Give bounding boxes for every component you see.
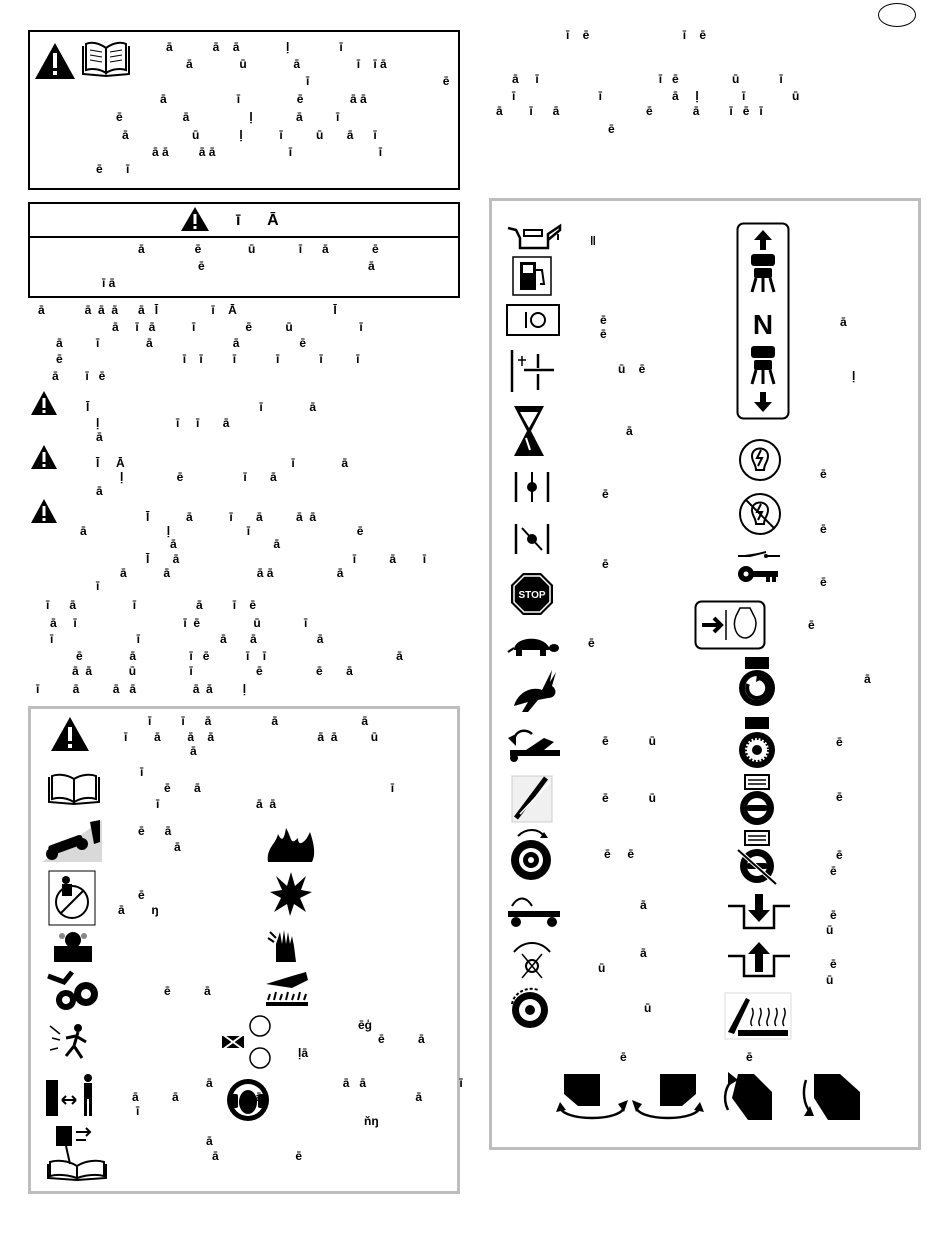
symbol-description-line: ē ā ī (164, 781, 395, 795)
control-description-line: ā (840, 315, 847, 329)
control-description-line: ā (864, 672, 871, 686)
control-description-line: ē (808, 618, 815, 632)
symbol-description-line: ē (138, 888, 145, 902)
raise-icon (726, 940, 792, 980)
intro-text-line: ā ī ā ē ā ī ē ī (496, 104, 763, 118)
engage-icon (734, 774, 780, 828)
off-icon (514, 522, 550, 556)
warning-triangle-icon (30, 498, 58, 524)
control-description-line: ē (836, 848, 843, 862)
foot-cut-icon (262, 968, 312, 1008)
light-off-icon (738, 492, 782, 536)
control-description-line: ū (598, 961, 606, 975)
drive-icon (504, 892, 564, 930)
control-description-line: ē (830, 908, 837, 922)
symbol-description-line: ňŋ (364, 1114, 379, 1128)
hourglass-icon (512, 404, 546, 458)
symbol-description-line: ī ī ā ā ā (148, 714, 369, 728)
symbol-description-line: ā (190, 744, 197, 758)
control-description-line: ē (746, 1050, 753, 1064)
control-description-line: ā (640, 898, 647, 912)
rabbit-icon (508, 668, 560, 716)
warning-triangle-icon (180, 206, 210, 232)
safety-text-line: ā ē ū ī ā ē (138, 242, 379, 256)
symbol-description-line: ē ā (378, 1032, 425, 1046)
neutral-label: N (752, 309, 774, 340)
safety-text-line: ī ā (102, 276, 116, 290)
choke-icon (508, 348, 556, 394)
body-text-line: ā (96, 484, 103, 498)
control-description-line: ū ē (618, 362, 646, 376)
body-text-line: Ī ī ā (86, 400, 317, 414)
symbol-description-line: ā (206, 1134, 213, 1148)
rotate-icon (556, 1070, 628, 1124)
engine-start-icon (694, 600, 766, 650)
warning-triangle-icon (30, 444, 58, 470)
safety-text-line: ē ā (198, 259, 375, 273)
tipping-hazard-icon (42, 818, 102, 862)
forward-neutral-reverse-icon (736, 222, 790, 420)
control-description-line: ē (830, 957, 837, 971)
body-text-line: ā ā ā ā ā Ī ī Ā Ī (38, 303, 337, 317)
body-text-line: ī ā ā ā ā ā ḷ (36, 682, 247, 696)
no-passengers-icon (48, 870, 96, 926)
body-text-line: ī ī ā ā ā (50, 632, 324, 646)
symbol-description-line: ḷā (298, 1046, 309, 1060)
symbol-description-line: ē ā (138, 824, 172, 838)
safety-header-divider (30, 236, 458, 238)
control-description-line: ū (826, 973, 834, 987)
control-description-line: ū (644, 1001, 652, 1015)
body-text-line: ē ā ī ē ī ī ā (76, 649, 403, 663)
warning-triangle-icon (50, 716, 90, 752)
body-text-line: ī (96, 579, 100, 593)
wheel-icon (508, 828, 554, 882)
on-icon (514, 470, 550, 504)
control-description-line: ē (820, 467, 827, 481)
symbol-description-line: ā ā ā ā (132, 1090, 423, 1104)
bystander-hazard-icon (48, 1022, 96, 1066)
body-text-line: ā ā ā ā ā (120, 566, 344, 580)
warning-text-line: ā ī ē ā ā (160, 92, 367, 106)
control-description-line: ē (600, 327, 607, 341)
no-bystander-icon (218, 1014, 276, 1070)
control-description-line: ā (626, 424, 633, 438)
warning-text-line: ē ā ḷ ā ī (116, 110, 340, 124)
control-description-line: ē (602, 557, 609, 571)
warning-triangle-icon (34, 42, 76, 80)
intro-text-line: ī ē ī ē (566, 28, 707, 42)
oil-can-icon (504, 220, 562, 250)
control-description-line: ē (836, 790, 843, 804)
manual-icon (46, 772, 102, 806)
rotate-icon (632, 1070, 704, 1124)
thrown-objects-icon (50, 930, 96, 964)
control-description-line: ē (600, 313, 607, 327)
control-description-line: ē (830, 864, 837, 878)
disengage-icon (734, 830, 780, 886)
hot-surface-icon (724, 992, 792, 1040)
language-oval (878, 3, 916, 27)
body-text-line: ē ī ī ī ī ī ī (56, 352, 360, 366)
ignition-key-icon (736, 550, 784, 584)
fuel-pump-icon (512, 256, 552, 296)
body-text-line: ā ā (170, 537, 281, 551)
symbol-description-line: ī (136, 1104, 140, 1118)
symbol-description-line: ī (140, 765, 144, 779)
pto-switch-icon (506, 304, 560, 336)
control-description-line: ē ē (604, 847, 635, 861)
stop-sign-icon (510, 572, 554, 616)
explosion-icon (270, 872, 312, 916)
symbol-description-line: ī ā ā ā ā ā ū (124, 730, 379, 744)
control-description-line: ǁ (590, 234, 596, 248)
warning-text-line: ā ū ḷ ī ū ā ī (122, 128, 377, 142)
lift-lever-icon (504, 722, 562, 764)
symbol-description-line: ēģ (358, 1018, 373, 1032)
warning-text-line: ī ē (306, 74, 450, 88)
warning-text-line: ē ī (96, 162, 130, 176)
maintenance-manual-icon (46, 1124, 108, 1182)
rotate-icon (718, 1070, 774, 1124)
body-text-line: ī ā ī ā ī ē (46, 598, 257, 612)
gear-entanglement-icon (46, 968, 102, 1014)
symbol-description-line: ē ā (164, 984, 211, 998)
deck-height-icon (510, 774, 554, 824)
keep-distance-icon (46, 1072, 98, 1118)
safety-title: ī Ā (236, 212, 279, 229)
light-on-icon (738, 438, 782, 482)
body-text-line: Ī ā ī ā ā ā (146, 510, 317, 524)
body-text-line: ḷ ī ī ā (96, 416, 230, 430)
control-description-line: ū (826, 923, 834, 937)
rotate-icon (800, 1070, 864, 1124)
body-text-line: ā ī ā ā ē (56, 336, 307, 350)
symbol-description-line: ī ā ā (156, 797, 277, 811)
body-text-line: ā ī ē (52, 369, 106, 383)
control-description-line: ē (836, 735, 843, 749)
warning-text-line: ā ā ā ḷ ī (166, 40, 343, 54)
control-description-line: ē ū (602, 734, 657, 748)
body-text-line: Ī ā ī ā ī (146, 552, 427, 566)
hand-cut-icon (266, 928, 310, 964)
symbol-description-line: ā ŋ (118, 903, 159, 917)
stop-sign-label: STOP (518, 590, 546, 601)
body-text-line: ḷ ē ī ā (120, 470, 277, 484)
control-description-line: ē (620, 1050, 627, 1064)
intro-text-line: ī ī ā ḷ ī ū (512, 89, 800, 103)
engine-icon (734, 656, 780, 708)
symbol-description-line: ā ā ā ī (206, 1076, 463, 1090)
control-description-line: ē ū (602, 791, 657, 805)
cutting-blade-icon (734, 716, 780, 770)
control-description-line: ē (588, 636, 595, 650)
turtle-icon (506, 628, 560, 658)
fire-icon (264, 818, 316, 862)
warning-triangle-icon (30, 390, 58, 416)
body-text-line: ā ī ī ē ū ī (50, 616, 308, 630)
control-description-line: ā (640, 946, 647, 960)
body-text-line: ā (96, 430, 103, 444)
body-text-line: ā ā ū ī ē ē ā (72, 664, 353, 678)
cut-height-icon (508, 940, 556, 980)
control-description-line: ē (820, 575, 827, 589)
control-description-line: ḷ (852, 369, 856, 383)
control-description-line: ē (602, 487, 609, 501)
warning-text-line: ā ā ā ā ī ī (152, 145, 383, 159)
control-description-line: ē (820, 522, 827, 536)
body-text-line: Ī Ā ī ā (96, 456, 349, 470)
body-text-line: ā ī ā ī ē ū ī (112, 320, 363, 334)
intro-text-line: ē (608, 122, 615, 136)
warning-text-line: ā ū ā ī ī ā (186, 57, 387, 71)
symbol-description-line: ā (174, 840, 181, 854)
body-text-line: ā ḷ ī ē (80, 524, 364, 538)
manual-icon (80, 40, 132, 78)
intro-text-line: ā ī ī ē ū ī (512, 72, 783, 86)
blade-icon (508, 986, 552, 1030)
symbol-description-line: ā ē (212, 1149, 303, 1163)
lower-icon (726, 892, 792, 932)
